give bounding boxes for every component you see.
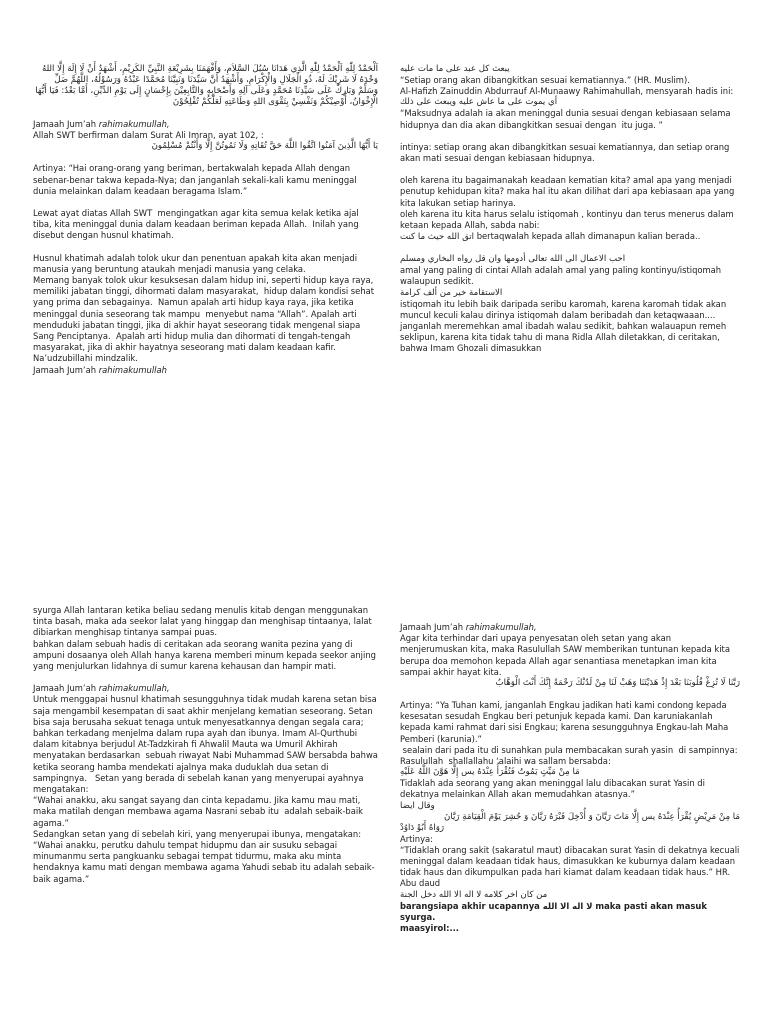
amal-paragraph: amal yang paling di cintai Allah adalah amal yang paling kontinyu/istiqomah walaupun sedikit. [400, 265, 724, 287]
greeting-emphasis: rahimakumullah, [98, 119, 170, 129]
greeting-text: Jamaah Jum’ah [33, 119, 99, 129]
agar-paragraph: Agar kita terhindar dari upaya penyesatan oleh setan yang akan menjerumuskan kita, maka Rasulullah SAW memberikan tuntunan kepada kita berupa doa memohon kepada Allah agar senantiasa menetapkan iman kita sampai akhir hayat kita. [400, 633, 733, 677]
greeting-emphasis: rahimakumullah, [465, 622, 537, 632]
wahai-paragraph-2: “Wahai anakku, perutku dahulu tempat hidupmu dan air susuku sebagai minumanmu serta pangkuanku sebagai tempat tidurmu, maka aku minta hendaknya kamu mati dengan membawa agama Yahudi sebab itu adalah sebaik-baik agama.” [33, 840, 375, 884]
untuk-paragraph: Untuk menggapai husnul khatimah sesungguhnya tidak mudah karena setan bisa saja mengambil kesempatan di saat akhir menjelang kematian seseorang. Setan bisa saja berusaha sekuat tenaga untuk menyesatkannya dengan segala cara; bahkan terkadang menjelma dalam rupa ayah dan ibunya. Imam Al-Qurthubi dalam kitabnya berjudul At-Tadzkirah fi Ahwalil Mauta wa Umuril Akhirah menyatakan berdasarkan sebuah riwayat Nabi Muhammad SAW bersabda bahwa ketika seorang hamba mendekati ajalnya maka duduklah dua setan di sampingnya. Setan yang berada di sebelah kanan yang menyerupai ayahnya mengatakan: [33, 694, 381, 795]
intinya-paragraph: intinya: setiap orang akan dibangkitkan sesuai kematiannya, dan setiap orang akan mati sesuai dengan kebiasaan hidupnya. [400, 141, 732, 164]
hadis-arabic: يبعث كل عبد على ما مات عليه [400, 64, 510, 74]
wahai-paragraph-1: “Wahai anakku, aku sangat sayang dan cinta kepadamu. Jika kamu mau mati, maka matilah dengan membawa agama Nasrani sebab itu adalah sebaik-baik agama.” [33, 795, 366, 828]
istiqomah-paragraph: istiqomah itu lebih baik daripada seribu karomah, karena karomah tidak akan muncul keculi kalau dirinya istiqomah dalam beribadah dan ketaqwaaan.... janganlah meremehkan amal ibadah walau sedikit, bahkan walauapun remeh seklipun, karena kita tidak tahu di mana Ridla Allah diletakkan, di ceritakan, bahwa Imam Ghozali dimasukkan [400, 298, 727, 354]
ahabbu-arabic: احب الاعمال الى الله تعالى أدومها وان قل رواه البخاري ومسلم [400, 254, 626, 265]
hadis-2-arabic: مَا مِنْ مَرِيْضٍ يُقْرَأُ عِنْدَهُ يس إِلَّا مَاتَ رَيَّانَ وَ أُدْخِلَ قَبْرَهُ رَيَّانَ وَ حُشِرَ يَوْمَ الْقِيَامَةِ رَيَّانَ [444, 811, 740, 822]
greeting-line [33, 119, 378, 130]
opening-arabic: اَلْحَمْدُ لِلّٰهِ اَلْحَمْدُ لِلّٰهِ الَّذِي هَدَانَا سُبُلَ السَّلاَمِ، وَأَفْهَمَنَا بِشَرِيْعَةِ النَّبِيِّ الكَرِيْمِ، أَشْهَدُ أَنْ لَا إِلَهَ إِلَّا اللهُ وَحْدَهُ لَا شَرِيْكَ لَهُ، ذُو الْجَلَالِ وَالْإِكْرَامِ، وَأَشْهَدُ أَنَّ سَيِّدَنَا وَنَبِيَّنَا مُحَمَّدًا عَبْدُهُ وَرَسُوْلُهُ، اللَّهُمَّ صَلِّ وَسَلِّمْ وَبَارِكْ عَلَى سَيِّدِنَا مُحَمَّدٍ وَعَلَى آلِهِ وَأَصْحَابِهِ وَالتَّابِعِيْنَ بِإِحْسَانٍ إِلَى يَوْمِ الدِّيْنِ، أَمَّا بَعْدُ: فَيَا أَيُّهَا الْإِخْوَانُ، أُوْصِيْكُمْ وَنَفْسِيْ بِتَقْوَى اللهِ وَطَاعَتِهِ لَعَلَّكُمْ تُفْلِحُوْنَ [32, 64, 378, 107]
selain-paragraph: sealain dari pada itu di sunahkan pula membacakan surah yasin di sampinnya: [400, 744, 738, 755]
tidaklah-paragraph-1: Tidaklah ada seorang yang akan meninggal lalu dibacakan surat Yasin di dekatnya melainkan Allah akan memudahkan atasnya.” [400, 778, 708, 800]
ayat-arabic: يَا أَيُّهَا الَّذِينَ آمَنُوا اتَّقُوا اللَّهَ حَقَّ تُقَاتِهِ وَلَا تَمُوتُنَّ إِلَّا وَأَنْتُمْ مُسْلِمُونَ [151, 141, 378, 152]
syarah-arabic: أي يموت على ما عاش عليه ويبعث على ذلك [400, 97, 558, 108]
memang-paragraph: Memang banyak tolok ukur kesuksesan dalam hidup ini, seperti hidup kaya raya, memiliki jabatan tinggi, dihormati dalam masyarakat, hidup dalam kondisi sehat yang prima dan sebagainya. Namun apalah arti hidup kaya raya, jika ketika meninggal dunia seseorang tak mampu menyebut nama “Allah”. Apalah arti menduduki jabatan tinggi, jika di akhir hayat seseorang tidak mengenal siapa Sang Penciptanya. Apalah arti hidup mulia dan dihormati di tengah-tengah masyarakat, jika di akhir hayatnya seseorang mati dalam keadaan kafir. Na’udzubillahi mindzalik. [33, 275, 379, 364]
tidaklah-paragraph-2: “Tidaklah orang sakit (sakaratul maut) dibacakan surat Yasin di dekatnya kecuali meninggal dalam keadaan tidak haus, dimasukkan ke kuburnya dalam keadaan tidak haus dan dikumpulkan pada hari kiamat dalam keadaan tidak haus.” HR. Abu daud [400, 844, 743, 889]
greeting-text: Jamaah Jum’ah [33, 364, 99, 375]
hadis-yasin-arabic: مَا مِنْ مَيِّتٍ يَمُوتُ فَتُقْرَأُ عِنْدَهُ يس إِلَّا هَوَّنَ اللَّهُ عَلَيْهِ [400, 767, 580, 778]
maksudnya-paragraph: “Maksudnya adalah ia akan meninggal dunia sesuai dengan kebiasaan selama hidupnya dan dia akan dibangkitkan sesuai dengan itu juga. ” [400, 108, 734, 130]
lewat-paragraph: Lewat ayat diatas Allah SWT mengingatkan agar kita semua kelak ketika ajal tiba, kita meninggal dunia dalam keadaan beriman kepada Allah. Inilah yang disebut dengan husnul khatimah. [33, 208, 365, 241]
sedangkan-paragraph: Sedangkan setan yang di sebelah kiri, yang menyerupai ibunya, mengatakan: [33, 828, 362, 839]
maasyirol-line: maasyirol:... [400, 923, 459, 934]
wa-qala-arabic: وقال ايضا [400, 800, 435, 811]
artinya-paragraph: Artinya: “Hai orang-orang yang beriman, bertakwalah kepada Allah dengan sebenar-benar takwa kepada-Nya; dan janganlah sekali-kali kamu meninggal dunia melainkan dalam keadaan beragama Islam.” [33, 163, 360, 196]
doa-arabic: رَبَّنَا لَا تُزِغْ قُلُوبَنَا بَعْدَ إِذْ هَدَيْتَنَا وَهَبْ لَنَا مِنْ لَدُنْكَ رَحْمَةً إِنَّكَ أَنْتَ الْوَهَّابُ [495, 678, 740, 689]
man-kana-arabic: من كان اخر كلامه لا اله الا الله دخل الجنة [400, 889, 548, 900]
allah-line: Allah SWT berfirman dalam Surat Ali Imran, ayat 102, : [33, 130, 264, 141]
greeting-emphasis: rahimakumullah [98, 364, 167, 375]
artinya-doa-paragraph: Artinya: “Ya Tuhan kami, janganlah Engkau jadikan hati kami condong kepada kesesatan sesudah Engkau beri petunjuk kepada kami. Dan karuniakanlah kepada kami rahmat dari sisi Engkau; karena sesungguhnya Engkau-lah Maha Pemberi (karunia).” [400, 700, 731, 744]
setiap-paragraph: “Setiap orang akan dibangkitkan sesuai kematiannya.” (HR. Muslim). [400, 75, 690, 85]
istiqamah-arabic: الاستقامة خير من ألف كرامة [400, 287, 503, 298]
greeting-line-2 [33, 365, 378, 376]
artinya-label: Artinya: [400, 833, 434, 844]
greeting-text: Jamaah Jum’ah [400, 622, 466, 632]
greeting-text: Jamaah Jum’ah [33, 683, 99, 694]
syurga-paragraph: syurga Allah lantaran ketika beliau sedang menulis kitab dengan menggunakan tinta basah, maka ada seekor lalat yang hinggap dan menghisap tintaanya, lalat dibiarkan menghisap tintanya sampai puas. bahkan dalam sebuah hadis di ceritakan ada seorang wanita pezina yang di ampuni dosaanya oleh Allah hanya karena memberi minum kepada seekor anjing yang menjulurkan lidahnya di sumur karena kehausan dan hampir mati. [33, 605, 376, 672]
column-bottom-left [33, 605, 381, 1015]
oleh-karena-paragraph: oleh karena itu bagaimanakah keadaan kematian kita? amal apa yang menjadi penutup kehidupan kita? maka hal itu akan dilihat dari apa kebiasaan apa yang kita lakukan setiap harinya. oleh karena itu kita harus selalu istiqomah , kontinyu dan terus menerus dalam ketaan kepada Allah, sabda nabi: [400, 175, 735, 231]
rawahu-arabic: رَوَاهُ أَبُوْ دَاوُدْ [400, 822, 445, 833]
barangsiapa-paragraph: barangsiapa akhir ucapannya لا اله الا الله maka pasti akan masuk syurga. [400, 900, 710, 922]
column-top-right [400, 64, 740, 494]
column-top-left [33, 64, 378, 484]
greeting-emphasis: rahimakumullah, [98, 683, 170, 694]
husnul-paragraph: Husnul khatimah adalah tolok ukur dan penentuan apakah kita akan menjadi manusia yang beruntung ataukah menjadi manusia yang celaka. [33, 252, 360, 274]
column-bottom-right [400, 622, 743, 1017]
greeting-line [400, 622, 740, 633]
bertaqwalah-arabic: اتق الله حيث ما كنت [400, 232, 475, 243]
rasulullah-line: Rasulullah shallallahu ‘alaihi wa sallam bersabda: [400, 756, 611, 767]
bertaqwalah-text: bertaqwalah kepada allah dimanapun kalian berada.. [474, 231, 701, 242]
greeting-line [33, 683, 378, 694]
bertaqwalah-line [400, 231, 740, 243]
al-hafizh-paragraph: Al-Hafizh Zainuddin Abdurrauf Al-Munaawy Rahimahullah, mensyarah hadis ini: [400, 86, 734, 97]
